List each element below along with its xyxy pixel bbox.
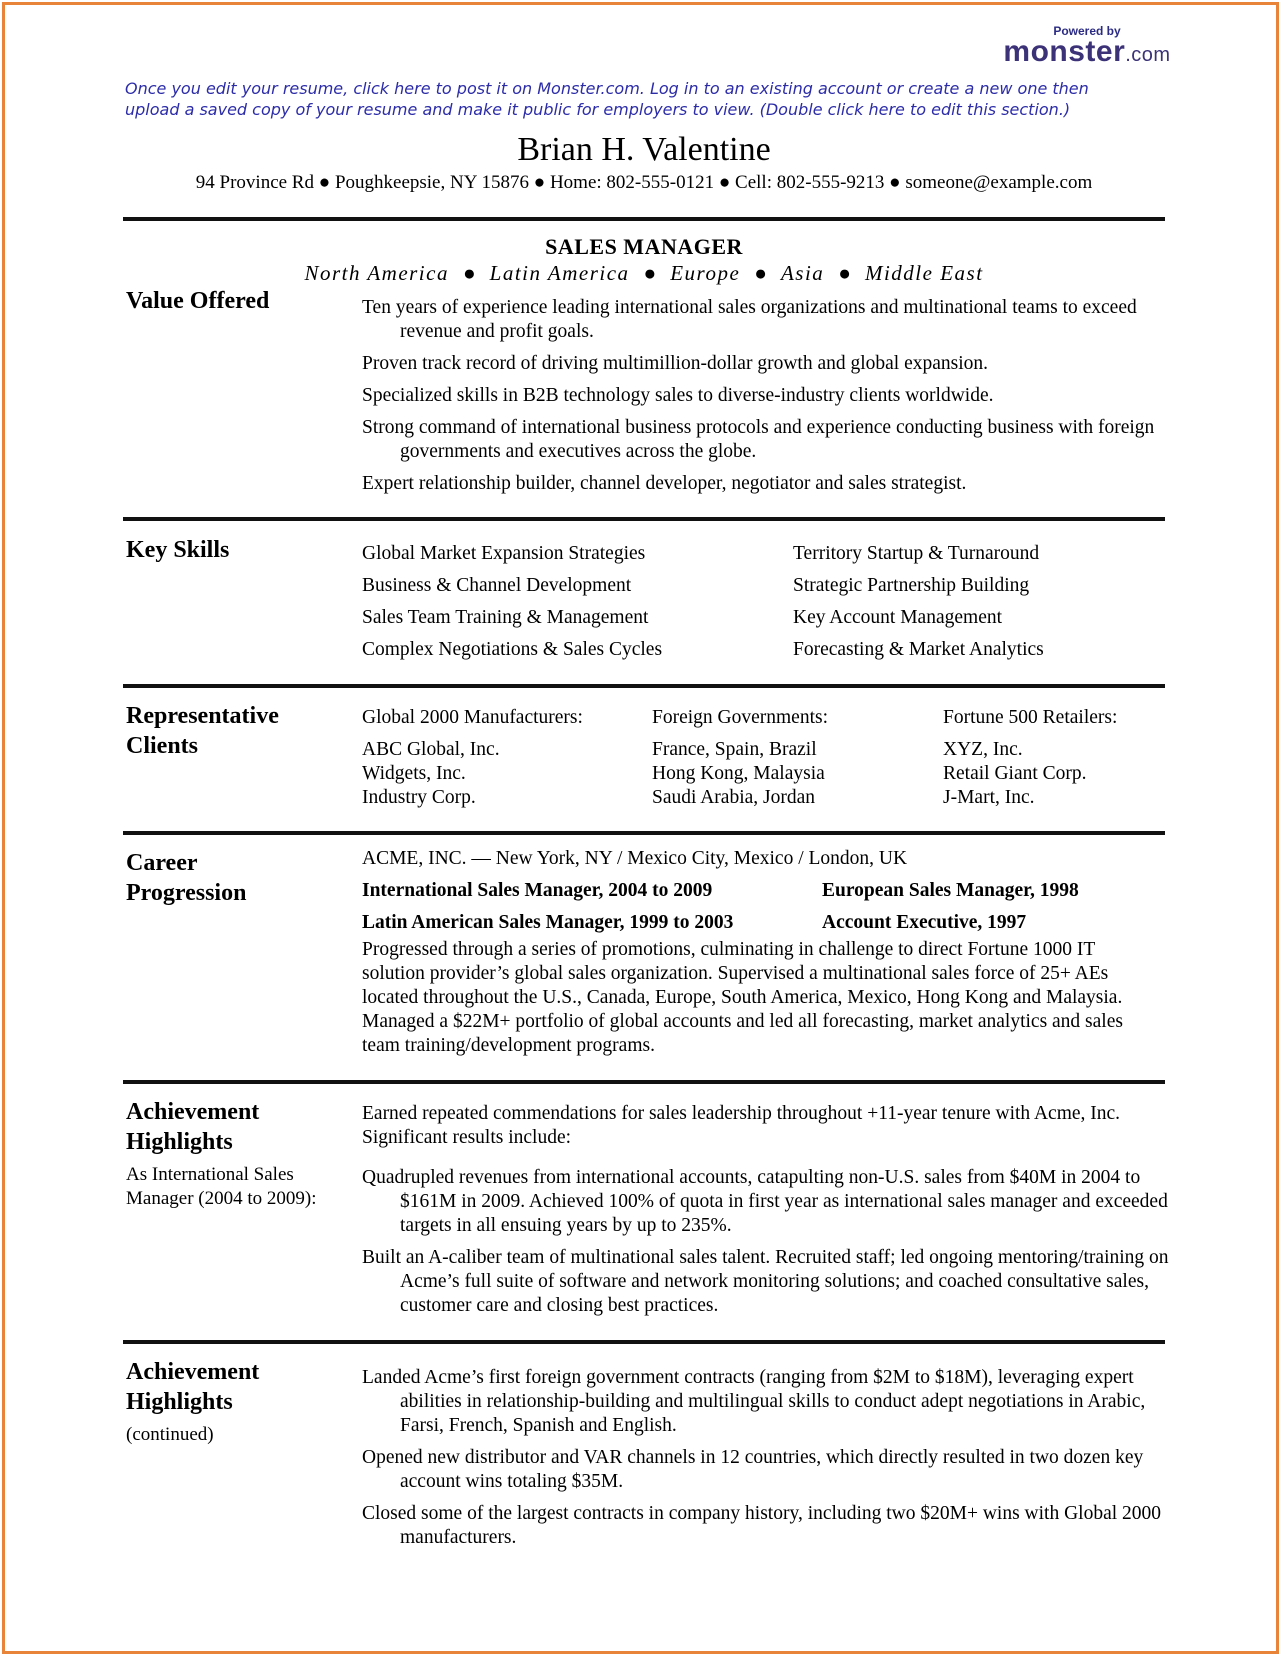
section-title-achievements: Highlights — [126, 1129, 233, 1155]
achievements-continued-subtitle: (continued) — [126, 1424, 214, 1445]
achievement-item: Opened new distributor and VAR channels in 12 countries, which directly resulted in two dozen key account wins totaling $35M. — [362, 1447, 1144, 1492]
client-heading: Fortune 500 Retailers: — [943, 707, 1118, 728]
divider — [123, 217, 1165, 221]
powered-by-label: Powered by — [1053, 24, 1121, 38]
section-title-key-skills: Key Skills — [126, 537, 230, 563]
region: Latin America — [489, 261, 630, 285]
achievements-intro: Earned repeated commendations for sales leadership throughout +11-year tenure with Acme, Inc. Significant results include: — [362, 1103, 1121, 1148]
achievement-item: Quadrupled revenues from international accounts, catapulting non-U.S. sales from $40M in 2004 to $161M in 2009. Achieved 100% of quota in first year as international sales manager and exceeded targets in all ensuing years by up to 235%. — [362, 1167, 1168, 1236]
contact-line: 94 Province Rd ● Poughkeepsie, NY 15876 ● Home: 802-555-0121 ● Cell: 802-555-9213 ● someone@example.com — [195, 172, 1093, 193]
client-item: Widgets, Inc. — [362, 763, 466, 784]
achievement-item: Closed some of the largest contracts in company history, including two $20M+ wins with Global 2000 manufacturers. — [362, 1503, 1162, 1548]
region: Middle East — [864, 261, 984, 285]
section-title-achievements-continued: Highlights — [126, 1389, 233, 1415]
client-item: Hong Kong, Malaysia — [652, 763, 825, 784]
role: Account Executive, 1997 — [822, 912, 1027, 933]
section-title-career: Career — [126, 850, 198, 876]
section-title-career: Progression — [126, 880, 247, 906]
logo-domain: .com — [1125, 44, 1171, 66]
role: Latin American Sales Manager, 1999 to 2003 — [362, 912, 734, 933]
value-item: Specialized skills in B2B technology sales to diverse-industry clients worldwide. — [362, 385, 994, 406]
skill-item: Business & Channel Development — [362, 575, 632, 596]
region: Asia — [780, 261, 825, 285]
client-item: J-Mart, Inc. — [943, 787, 1035, 808]
divider — [123, 831, 1165, 835]
value-item: Expert relationship builder, channel developer, negotiator and sales strategist. — [362, 473, 967, 494]
section-title-achievements-continued: Achievement — [126, 1359, 260, 1385]
skill-item: Forecasting & Market Analytics — [793, 639, 1044, 660]
divider — [123, 517, 1165, 521]
career-summary: Progressed through a series of promotions, culminating in challenge to direct Fortune 1000 IT solution provider’s global sales organization. Supervised a multinational sales force of 25+ AEs located throughout the U.S., Canada, Europe, South America, Mexico, Hong Kong and Malaysia. Managed a $22M+ portfolio of global accounts and led all forecasting, market analytics and sales team training/development programs. — [362, 939, 1123, 1056]
skill-item: Global Market Expansion Strategies — [362, 543, 646, 564]
headline-title: SALES MANAGER — [545, 234, 743, 259]
achievement-item: Landed Acme’s first foreign government contracts (ranging from $2M to $18M), leveraging expert abilities in relationship-building and multilingual skills to conduct adept negotiations in Arabic, Farsi, French, Spanish and English. — [362, 1367, 1146, 1436]
region: Europe — [670, 261, 741, 285]
candidate-name: Brian H. Valentine — [517, 131, 771, 168]
client-item: XYZ, Inc. — [943, 739, 1023, 760]
client-item: ABC Global, Inc. — [362, 739, 500, 760]
section-title-achievements: Achievement — [126, 1099, 260, 1125]
role: European Sales Manager, 1998 — [822, 880, 1079, 901]
skill-item: Key Account Management — [793, 607, 1003, 628]
skill-item: Sales Team Training & Management — [362, 607, 649, 628]
skill-item: Strategic Partnership Building — [793, 575, 1030, 596]
achievement-item: Built an A-caliber team of multinational sales talent. Recruited staff; led ongoing mentoring/training on Acme’s full suite of software and network monitoring solutions; and coached consultative sales, customer care and closing best practices. — [362, 1247, 1169, 1316]
value-item: Strong command of international business protocols and experience conducting business with foreign governments and executives across the globe. — [362, 417, 1155, 462]
client-heading: Foreign Governments: — [652, 707, 829, 728]
skill-item: Complex Negotiations & Sales Cycles — [362, 639, 663, 660]
section-title-clients: Representative — [126, 703, 279, 729]
divider — [123, 684, 1165, 688]
role: International Sales Manager, 2004 to 2009 — [362, 880, 713, 901]
monster-logo[interactable] — [992, 24, 1182, 69]
divider — [123, 1340, 1165, 1344]
edit-notice[interactable]: Once you edit your resume, click here to post it on Monster.com. Log in to an existing account or create a new one then upload a saved copy of your resume and make it public for employers to view. (Double click here to edit this section.) — [125, 79, 1089, 119]
client-item: Retail Giant Corp. — [943, 763, 1087, 784]
achievements-subtitle: As International Sales Manager (2004 to 2009): — [126, 1164, 317, 1209]
skill-item: Territory Startup & Turnaround — [793, 543, 1040, 564]
value-item: Proven track record of driving multimillion-dollar growth and global expansion. — [362, 353, 989, 374]
divider — [123, 1080, 1165, 1084]
regions-line: North America ● Latin America ● Europe ● Asia ● Middle East — [304, 261, 984, 285]
client-heading: Global 2000 Manufacturers: — [362, 707, 583, 728]
section-title-clients: Clients — [126, 733, 198, 759]
company-line: ACME, INC. — New York, NY / Mexico City, Mexico / London, UK — [362, 848, 908, 869]
client-item: Saudi Arabia, Jordan — [652, 787, 816, 808]
client-item: France, Spain, Brazil — [652, 739, 817, 760]
logo-brand: monster — [1003, 35, 1126, 68]
region: North America — [304, 261, 449, 285]
section-title-value-offered: Value Offered — [126, 288, 270, 314]
client-item: Industry Corp. — [362, 787, 476, 808]
value-item: Ten years of experience leading international sales organizations and multinational teams to exceed revenue and profit goals. — [362, 297, 1137, 342]
